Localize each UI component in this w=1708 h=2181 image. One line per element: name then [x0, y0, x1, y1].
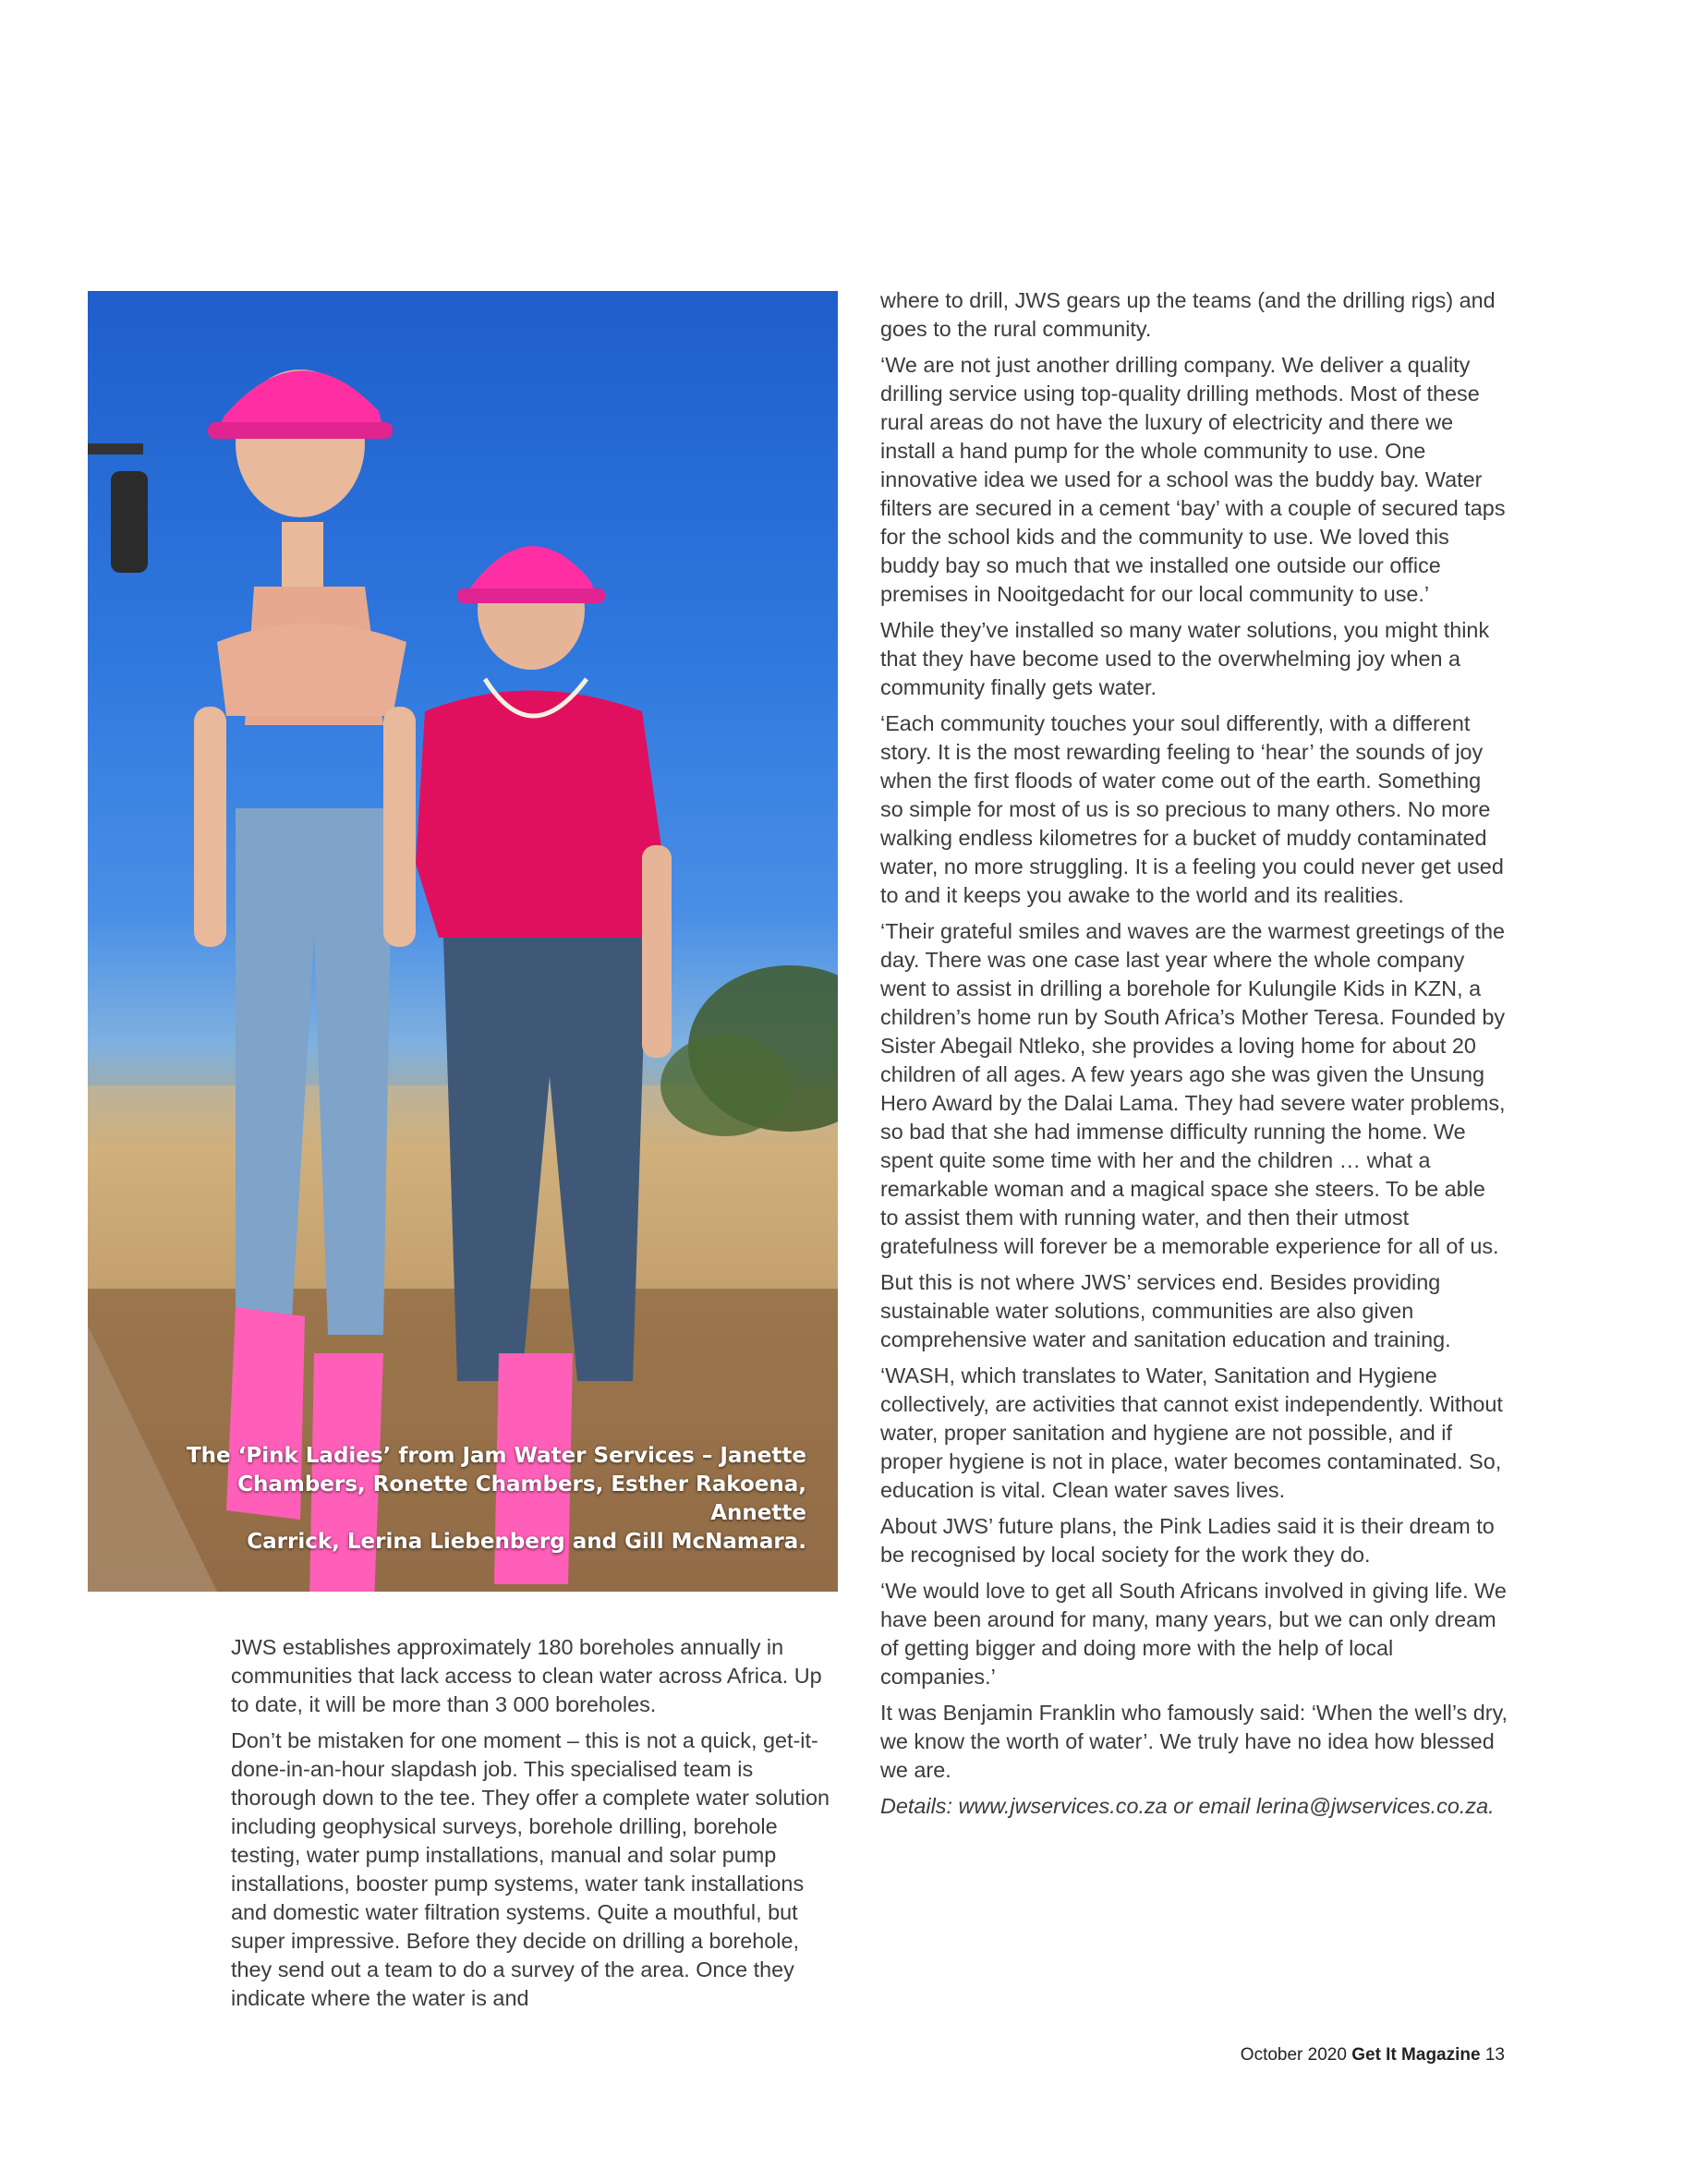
pink-ladies-illustration [88, 291, 838, 1592]
footer-magazine-name: Get It Magazine [1351, 2045, 1481, 2065]
paragraph: It was Benjamin Franklin who famously said: ‘When the well’s dry, we know the worth of water’. We truly have no idea how blessed we are. [880, 1701, 1508, 1782]
paragraph: But this is not where JWS’ services end. Besides providing sustainable water solutions, communities are also given comprehensive water and sanitation education and training. [880, 1270, 1451, 1351]
feature-photo [88, 291, 838, 1592]
page-footer [1108, 2045, 1505, 2066]
paragraph: ‘Their grateful smiles and waves are the warmest greetings of the day. There was one case last year where the whole company went to assist in drilling a borehole for Kulungile Kids in KZN, a children’s home run by South Africa’s Mother Teresa. Founded by Sister Abegail Ntleko, she provides a loving home for about 20 children of all ages. A few years ago she was given the Unsung Hero Award by the Dalai Lama. They had severe water problems, so bad that she had immense difficulty running the home. We spent quite some time with her and the children … what a remarkable woman and a magical space she steers. To be able to assist them with running water, and then their utmost gratefulness will forever be a memorable experience for all of us. [880, 919, 1506, 1258]
paragraph: ‘We are not just another drilling company. We deliver a quality drilling service using top-quality drilling methods. Most of these rural areas do not have the luxury of electricity and there we install a hand pump for the whole community to use. One innovative idea we used for a school was the buddy bay. Water filters are secured in a cement ‘bay’ with a couple of secured taps for the school kids and the community to use. We loved this buddy bay so much that we installed one outside our office premises in Nooitgedacht for our local community to use.’ [880, 353, 1506, 606]
left-text-column [231, 1633, 831, 2020]
paragraph: where to drill, JWS gears up the teams (and the drilling rigs) and goes to the rural community. [880, 288, 1496, 341]
caption-line: The ‘Pink Ladies’ from Jam Water Services – Janette [186, 1444, 806, 1468]
contact-details: Details: www.jwservices.co.za or email lerina@jwservices.co.za. [880, 1794, 1495, 1818]
paragraph: Don’t be mistaken for one moment – this is not a quick, get-it-done-in-an-hour slapdash job. This specialised team is thorough down to the tee. They offer a complete water solution including geophysical surveys, borehole drilling, borehole testing, water pump installations, manual and solar pump installations, booster pump systems, water tank installations and domestic water filtration systems. Quite a mouthful, but super impressive. Before they decide on drilling a borehole, they send out a team to do a survey of the area. Once they indicate where the water is and [231, 1728, 830, 2010]
footer-date: October 2020 [1240, 2045, 1347, 2065]
paragraph: JWS establishes approximately 180 boreholes annually in communities that lack access to clean water across Africa. Up to date, it will be more than 3 000 boreholes. [231, 1635, 822, 1716]
caption-line: Chambers, Ronette Chambers, Esther Rakoena, Annette [237, 1472, 806, 1525]
page-number: 13 [1484, 2045, 1505, 2065]
paragraph: ‘We would love to get all South Africans involved in giving life. We have been around for many, many years, but we can only dream of getting bigger and doing more with the help of local companies.’ [880, 1579, 1507, 1689]
caption-line: Carrick, Lerina Liebenberg and Gill McNamara. [247, 1530, 806, 1554]
paragraph: About JWS’ future plans, the Pink Ladies said it is their dream to be recognised by local society for the work they do. [880, 1514, 1495, 1567]
photo-caption [141, 1442, 806, 1557]
right-text-column [880, 286, 1508, 1828]
paragraph: While they’ve installed so many water solutions, you might think that they have become used to the overwhelming joy when a community finally gets water. [880, 618, 1490, 699]
paragraph: ‘WASH, which translates to Water, Sanitation and Hygiene collectively, are activities that cannot exist independently. Without water, proper sanitation and hygiene are not possible, and if proper hygiene is not in place, water becomes contaminated. So, education is vital. Clean water saves lives. [880, 1363, 1503, 1502]
paragraph: ‘Each community touches your soul differently, with a different story. It is the most rewarding feeling to ‘hear’ the sounds of joy when the first floods of water come out of the earth. Something so simple for most of us is so precious to many others. No more walking endless kilometres for a bucket of muddy contaminated water, no more struggling. It is a feeling you could never get used to and it keeps you awake to the world and its realities. [880, 711, 1504, 907]
